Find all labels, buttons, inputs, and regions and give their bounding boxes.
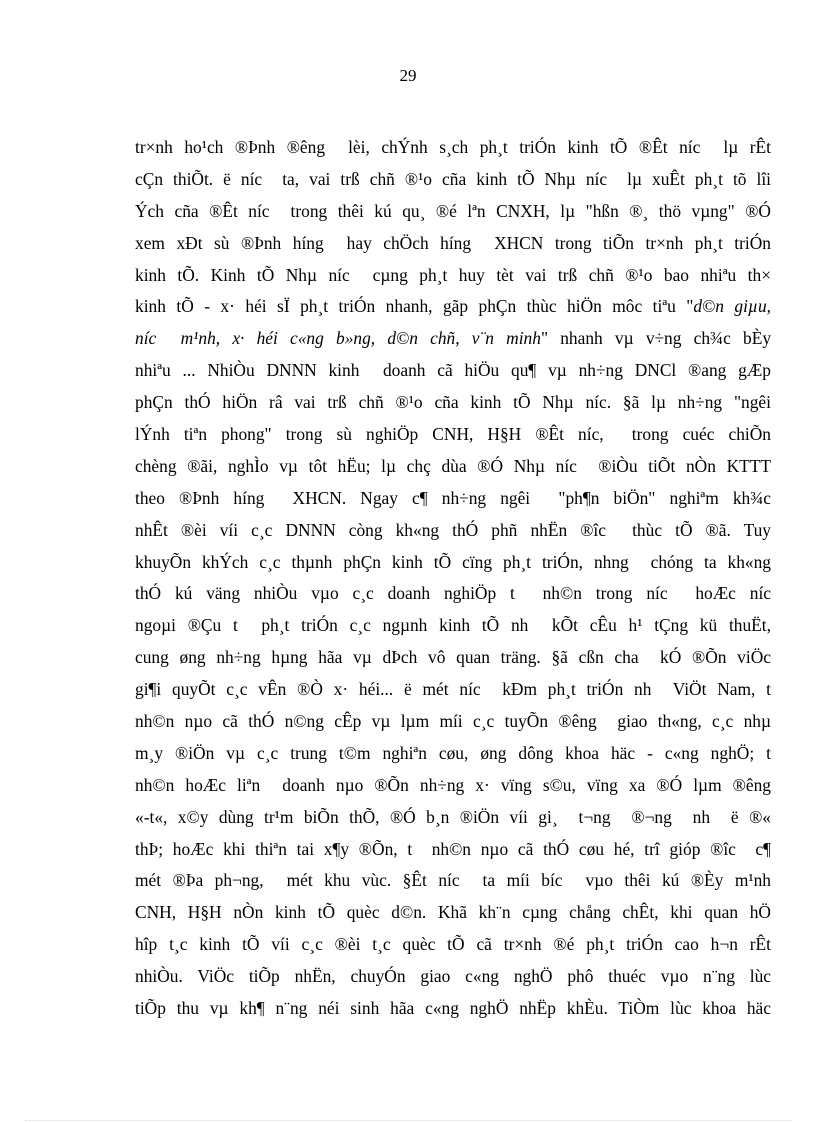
text-line: nh©n nµo cã thÓ n©ng cÊp vµ lµm míi c¸c tuyÕn ®êng giao th«ng, c¸c nhµ: [135, 711, 771, 732]
text-line: m¸y ®iÖn vµ c¸c trung t©m nghiªn cøu, øng dông khoa häc - c«ng nghÖ; t: [135, 742, 771, 763]
text-line-part: " nhanh vµ v÷ng ch¾c bÈy: [540, 328, 772, 349]
text-line: mét ®Þa ph¬ng, mét khu vùc. §Êt níc ta míi bíc vµo thêi kú ®Èy m¹nh: [135, 870, 771, 891]
text-line: nh©n hoÆc liªn doanh nµo ®Õn nh÷ng x· vïng s©u, vïng xa ®Ó lµm ®êng: [135, 774, 771, 795]
italic-phrase: d©n giµu,: [693, 296, 771, 317]
italic-phrase: níc m¹nh, x· héi c«ng b»ng, d©n chñ, v¨n minh: [135, 328, 541, 349]
text-line: hîp t¸c kinh tÕ víi c¸c ®èi t¸c quèc tÕ cã tr×nh ®é ph¸t triÓn cao h¬n rÊt: [135, 934, 771, 955]
page-number: 29: [399, 66, 417, 85]
text-line: thÓ kú väng nhiÒu vµo c¸c doanh nghiÖp t nh©n trong níc hoÆc níc: [135, 583, 771, 604]
text-line: tr×nh ho¹ch ®Þnh ®êng lèi, chÝnh s¸ch ph¸t triÓn kinh tÕ ®Êt níc lµ rÊt: [135, 137, 771, 157]
text-line-part: kinh tÕ - x· héi sÏ ph¸t triÓn nhanh, gãp phÇn thùc hiÖn môc tiªu ": [135, 296, 694, 317]
text-line: kinh tÕ. Kinh tÕ Nhµ níc cµng ph¸t huy tèt vai trß chñ ®¹o bao nhiªu th×: [135, 264, 771, 285]
text-line: Ých cña ®Êt níc trong thêi kú qu¸ ®é lªn CNXH, lµ "hßn ®¸ thö vµng" ®Ó: [135, 200, 771, 221]
text-line: phÇn thÓ hiÖn râ vai trß chñ ®¹o cña kinh tÕ Nhµ níc. §ã lµ nh÷ng "ngêi: [135, 392, 771, 413]
text-line: ngoµi ®Çu t ph¸t triÓn c¸c ngµnh kinh tÕ nh kÕt cÊu h¹ tÇng kü thuËt,: [135, 615, 771, 636]
text-line: cung øng nh÷ng hµng hãa vµ dÞch vô quan träng. §ã cßn cha kÓ ®Õn viÖc: [135, 647, 771, 668]
text-line: thÞ; hoÆc khi thiªn tai x¶y ®Õn, t nh©n nµo cã thÓ cøu hé, trî gióp ®îc c¶: [135, 838, 771, 859]
text-line: nhiÒu. ViÖc tiÕp nhËn, chuyÓn giao c«ng nghÖ phô thuéc vµo n¨ng lùc: [135, 966, 771, 987]
text-line: «-t«, x©y dùng tr¹m biÕn thÕ, ®Ó b¸n ®iÖn víi gi¸ t¬ng ®¬ng nh ë ®«: [135, 806, 771, 827]
text-line: [135, 293, 771, 325]
text-line: tiÕp thu vµ kh¶ n¨ng néi sinh hãa c«ng nghÖ nhËp khÈu. TiÒm lùc khoa häc: [135, 998, 771, 1019]
text-line: nhiªu ... NhiÒu DNNN kinh doanh cã hiÖu qu¶ vµ nh÷ng DNCl ®ang gÆp: [135, 360, 771, 381]
text-line: cÇn thiÕt. ë níc ta, vai trß chñ ®¹o cña kinh tÕ Nhµ níc lµ xuÊt ph¸t tõ lîi: [135, 168, 771, 189]
text-line: xem xÐt sù ®Þnh híng hay chÖch híng XHCN trong tiÕn tr×nh ph¸t triÓn: [135, 232, 771, 253]
page-bottom-border: [25, 1120, 791, 1121]
text-line: nhÊt ®èi víi c¸c DNNN còng kh«ng thÓ phñ nhËn ®îc thùc tÕ ®ã. Tuy: [135, 519, 771, 540]
text-line: gi¶i quyÕt c¸c vÊn ®Ò x· héi... ë mét níc kÐm ph¸t triÓn nh ViÖt Nam, t: [135, 679, 771, 700]
text-line: theo ®Þnh híng XHCN. Ngay c¶ nh÷ng ngêi "ph¶n biÖn" nghiªm kh¾c: [135, 487, 771, 508]
text-line: [135, 325, 771, 357]
text-line: chèng ®ãi, nghÌo vµ tôt hËu; lµ chç dùa ®Ó Nhµ níc ®iÒu tiÕt nÒn KTTT: [135, 455, 771, 476]
text-line: khuyÕn khÝch c¸c thµnh phÇn kinh tÕ cïng ph¸t triÓn, nhng chóng ta kh«ng: [135, 551, 771, 572]
body-text: [135, 134, 771, 1027]
text-line: CNH, H§H nÒn kinh tÕ quèc d©n. Khã kh¨n cµng chång chÊt, khi quan hÖ: [135, 902, 771, 923]
text-line: lÝnh tiªn phong" trong sù nghiÖp CNH, H§H ®Êt níc, trong cuéc chiÕn: [135, 424, 771, 445]
